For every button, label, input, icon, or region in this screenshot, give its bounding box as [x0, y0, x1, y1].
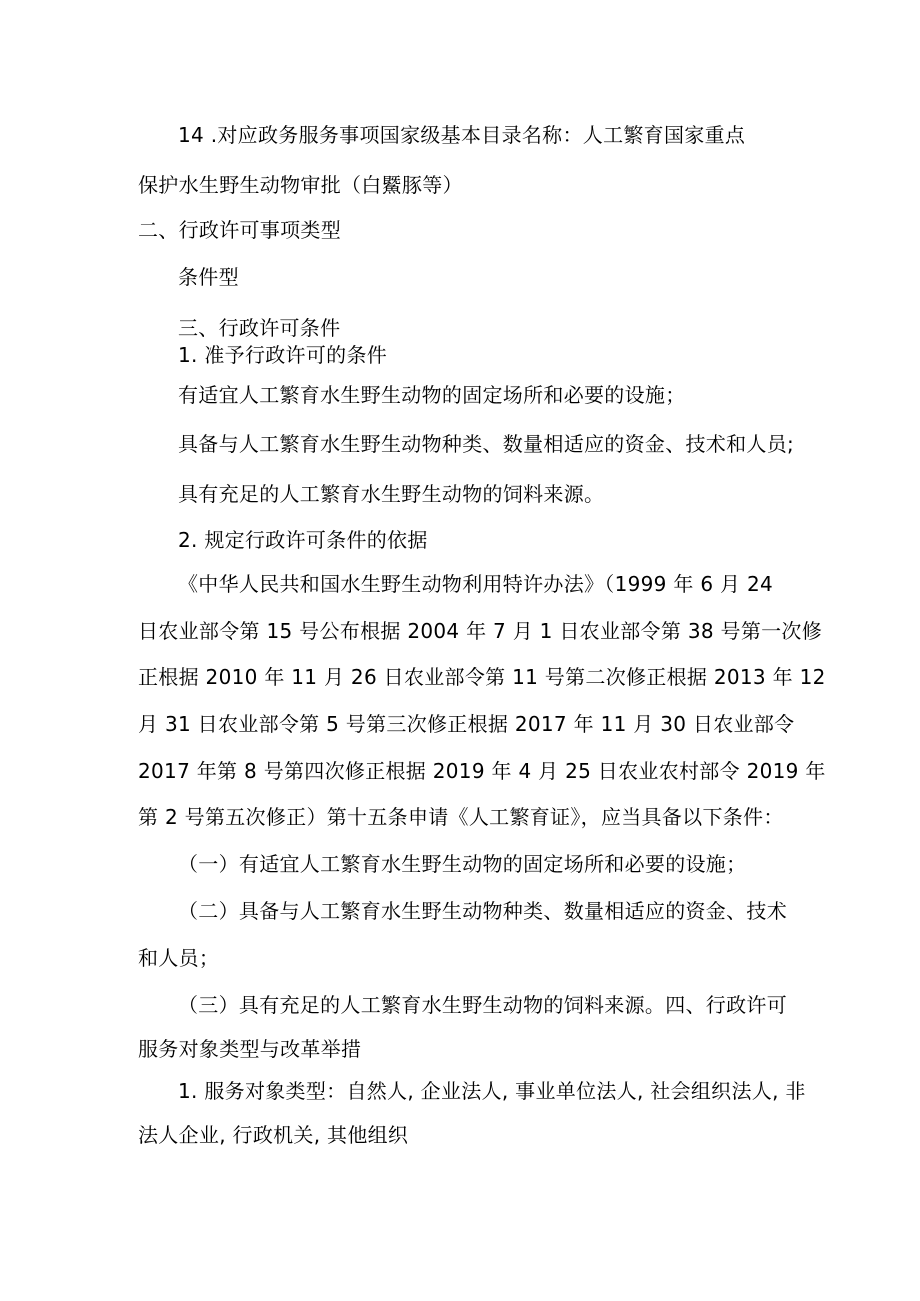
condition-2: 具备与人工繁育水生野生动物种类、数量相适应的资金、技术和人员;: [178, 432, 795, 456]
subsection-1-heading: 1. 准予行政许可的条件: [178, 343, 388, 367]
basis-paragraph-line1: 《中华人民共和国水生野生动物利用特许办法》（1999 年 6 月 24: [178, 572, 774, 596]
section-4-heading: 服务对象类型与改革举措: [138, 1037, 362, 1061]
basis-paragraph-line2: 日农业部令第 15 号公布根据 2004 年 7 月 1 日农业部令第 38 号第一次修: [138, 619, 823, 643]
section-2-heading: 二、行政许可事项类型: [138, 218, 341, 242]
basis-item-2-line2: 和人员；: [138, 946, 220, 970]
basis-paragraph-line4: 月 31 日农业部令第 5 号第三次修正根据 2017 年 11 月 30 日农业部令: [138, 712, 795, 736]
condition-1: 有适宜人工繁育水生野生动物的固定场所和必要的设施；: [178, 383, 686, 407]
permit-type-value: 条件型: [178, 265, 239, 289]
basis-item-3-line1: （三）具有充足的人工繁育水生野生动物的饲料来源。四、行政许可: [178, 993, 787, 1017]
basis-item-2-line1: （二）具备与人工繁育水生野生动物种类、数量相适应的资金、技术: [178, 899, 787, 923]
subsection-2-heading: 2. 规定行政许可条件的依据: [178, 528, 428, 552]
basis-paragraph-line5: 2017 年第 8 号第四次修正根据 2019 年 4 月 25 日农业农村部令 2019 年: [138, 759, 826, 783]
service-object-line2: 法人企业, 行政机关, 其他组织: [138, 1123, 409, 1147]
basis-paragraph-line6: 第 2 号第五次修正）第十五条申请《人工繁育证》，应当具备以下条件：: [138, 805, 784, 829]
service-object-line1: 1. 服务对象类型：自然人, 企业法人, 事业单位法人, 社会组织法人, 非: [178, 1079, 806, 1103]
basis-item-1: （一）有适宜人工繁育水生野生动物的固定场所和必要的设施；: [178, 852, 747, 876]
item-14-title-line1: 14 .对应政务服务事项国家级基本目录名称：人工繁育国家重点: [178, 123, 746, 147]
basis-paragraph-line3: 正根据 2010 年 11 月 26 日农业部令第 11 号第二次修正根据 2013 年 12: [138, 665, 826, 689]
section-3-heading: 三、行政许可条件: [178, 316, 341, 340]
condition-3: 具有充足的人工繁育水生野生动物的饲料来源。: [178, 482, 605, 506]
item-14-title-line2: 保护水生野生动物审批（白鱀豚等）: [138, 173, 463, 197]
